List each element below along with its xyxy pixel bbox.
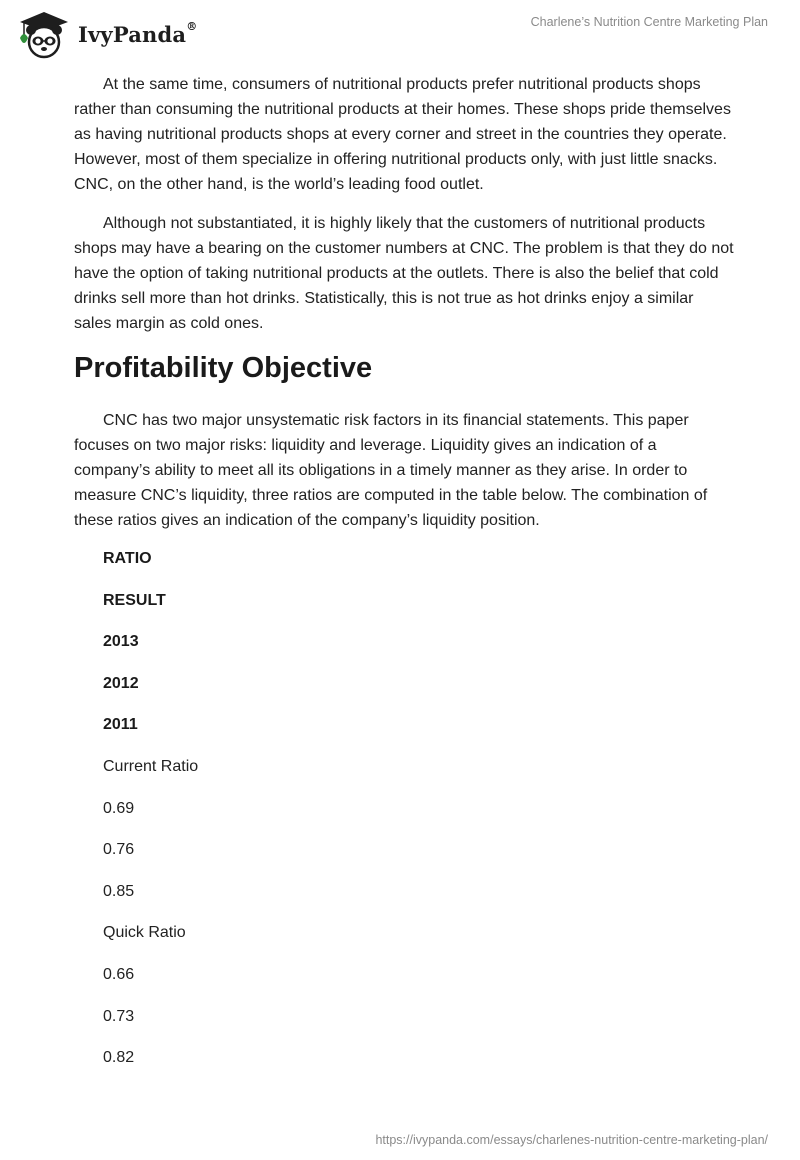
table-cell: 0.85 — [103, 882, 135, 900]
table-header-cell: RATIO — [103, 550, 152, 567]
logo-wordmark: IvyPanda® — [78, 19, 198, 47]
essay-content — [74, 72, 734, 1090]
source-url-link[interactable]: https://ivypanda.com/essays/charlenes-nutrition-centre-marketing-plan/ — [375, 1133, 768, 1147]
table-cell: 0.66 — [103, 965, 135, 983]
table-header-cell: 2011 — [103, 716, 138, 734]
paragraph-1: At the same time, consumers of nutritional products prefer nutritional products shops rather than consuming the nutritional products at their homes. These shops pride themselves as having nutritional products shops at every corner and street in the countries they operate. However, most of them specialize in offering nutritional products only, with just little snacks. CNC, on the other hand, is the world’s leading food outlet. — [74, 76, 731, 193]
table-cell: 0.82 — [103, 1049, 135, 1067]
document-title: Charlene’s Nutrition Centre Marketing Plan — [530, 15, 768, 29]
page-header — [0, 0, 800, 70]
ivypanda-logo[interactable] — [14, 8, 204, 60]
table-cell: 0.73 — [103, 1007, 135, 1025]
liquidity-ratio-table — [103, 549, 734, 1068]
table-cell: 0.69 — [103, 799, 135, 817]
table-header-cell: 2013 — [103, 633, 139, 651]
section-heading: Profitability Objective — [74, 352, 373, 384]
table-header-cell: 2012 — [103, 674, 139, 692]
panda-graduate-icon — [14, 8, 74, 60]
table-row-label: Quick Ratio — [103, 924, 186, 942]
paragraph-3: CNC has two major unsystematic risk factors in its financial statements. This paper focuses on two major risks: liquidity and leverage. Liquidity gives an indication of a company’s ability to meet all its obligations in a timely manner as they arise. In order to measure CNC’s liquidity, three ratios are computed in the table below. The combination of these ratios gives an indication of the company’s liquidity position. — [74, 412, 708, 529]
table-row-label: Current Ratio — [103, 757, 199, 775]
table-cell: 0.76 — [103, 841, 135, 859]
paragraph-2: Although not substantiated, it is highly likely that the customers of nutritional products shops may have a bearing on the customer numbers at CNC. The problem is that they do not have the option of taking nutritional products at the outlets. There is also the belief that cold drinks sell more than hot drinks. Statistically, this is not true as hot drinks enjoy a similar sales margin as cold ones. — [74, 215, 734, 332]
table-header-cell: RESULT — [103, 591, 166, 609]
